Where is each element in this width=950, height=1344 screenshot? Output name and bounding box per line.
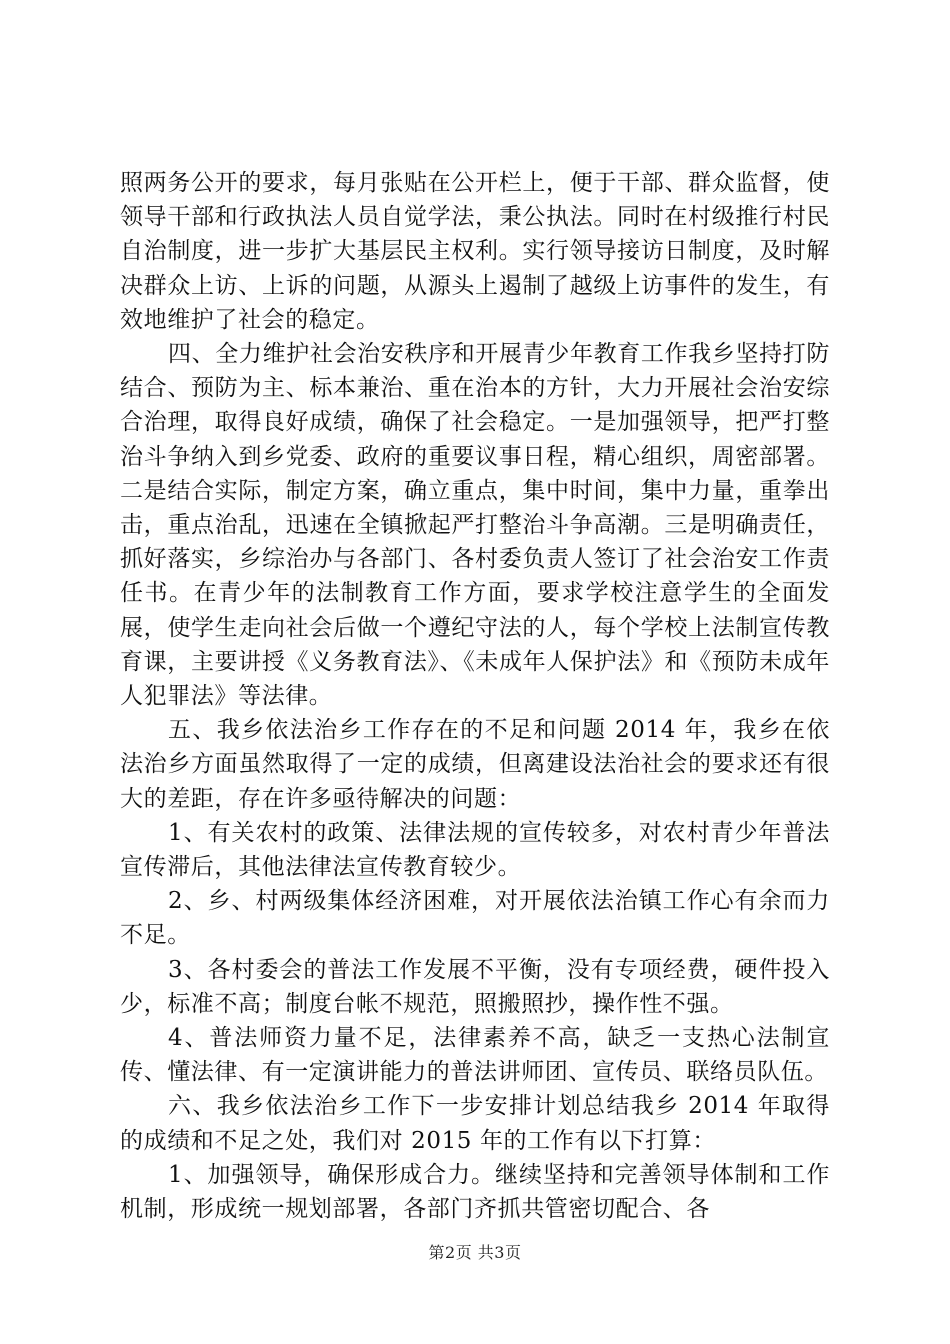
paragraph-continuation: 照两务公开的要求，每月张贴在公开栏上，便于干部、群众监督，使领导干部和行政执法人员自觉学法，秉公执法。同时在村级推行村民自治制度，进一步扩大基层民主权利。实行领导接访日制度，及时解决群众上访、上诉的问题，从源头上遏制了越级上访事件的发生，有效地维护了社会的稳定。 (120, 170, 830, 333)
paragraph-section-five: 五、我乡依法治乡工作存在的不足和问题 2014 年，我乡在依法治乡方面虽然取得了一定的成绩，但离建设法治社会的要求还有很大的差距，存在许多亟待解决的问题： (120, 717, 830, 812)
paragraph-item-1: 1、有关农村的政策、法律法规的宣传较多，对农村青少年普法宣传滞后，其他法律法宣传教育较少。 (120, 819, 830, 881)
paragraph-item-2: 2、乡、村两级集体经济困难，对开展依法治镇工作心有余而力不足。 (120, 888, 830, 949)
paragraph-section-six: 六、我乡依法治乡工作下一步安排计划总结我乡 2014 年取得的成绩和不足之处，我们对 2015 年的工作有以下打算： (120, 1093, 830, 1154)
paragraph-plan-item-1: 1、加强领导，确保形成合力。继续坚持和完善领导体制和工作机制，形成统一规划部署，各部门齐抓共管密切配合、各 (120, 1161, 830, 1223)
paragraph-section-four: 四、全力维护社会治安秩序和开展青少年教育工作我乡坚持打防结合、预防为主、标本兼治、重在治本的方针，大力开展社会治安综合治理，取得良好成绩，确保了社会稳定。一是加强领导，把严打整治斗争纳入到乡党委、政府的重要议事日程，精心组织，周密部署。二是结合实际，制定方案，确立重点，集中时间，集中力量，重拳出击，重点治乱，迅速在全镇掀起严打整治斗争高潮。三是明确责任，抓好落实，乡综治办与各部门、各村委负责人签订了社会治安工作责任书。在青少年的法制教育工作方面，要求学校注意学生的全面发展，使学生走向社会后做一个遵纪守法的人，每个学校上法制宣传教育课，主要讲授《义务教育法》、《未成年人保护法》和《预防未成年人犯罪法》等法律。 (120, 341, 830, 710)
paragraph-item-4: 4、普法师资力量不足，法律素养不高，缺乏一支热心法制宣传、懂法律、有一定演讲能力的普法讲师团、宣传员、联络员队伍。 (120, 1025, 830, 1086)
paragraph-item-3: 3、各村委会的普法工作发展不平衡，没有专项经费，硬件投入少，标准不高；制度台帐不规范，照搬照抄，操作性不强。 (120, 956, 830, 1017)
page-footer: 第2页 共3页 (428, 1243, 522, 1262)
document-body (120, 166, 830, 1226)
